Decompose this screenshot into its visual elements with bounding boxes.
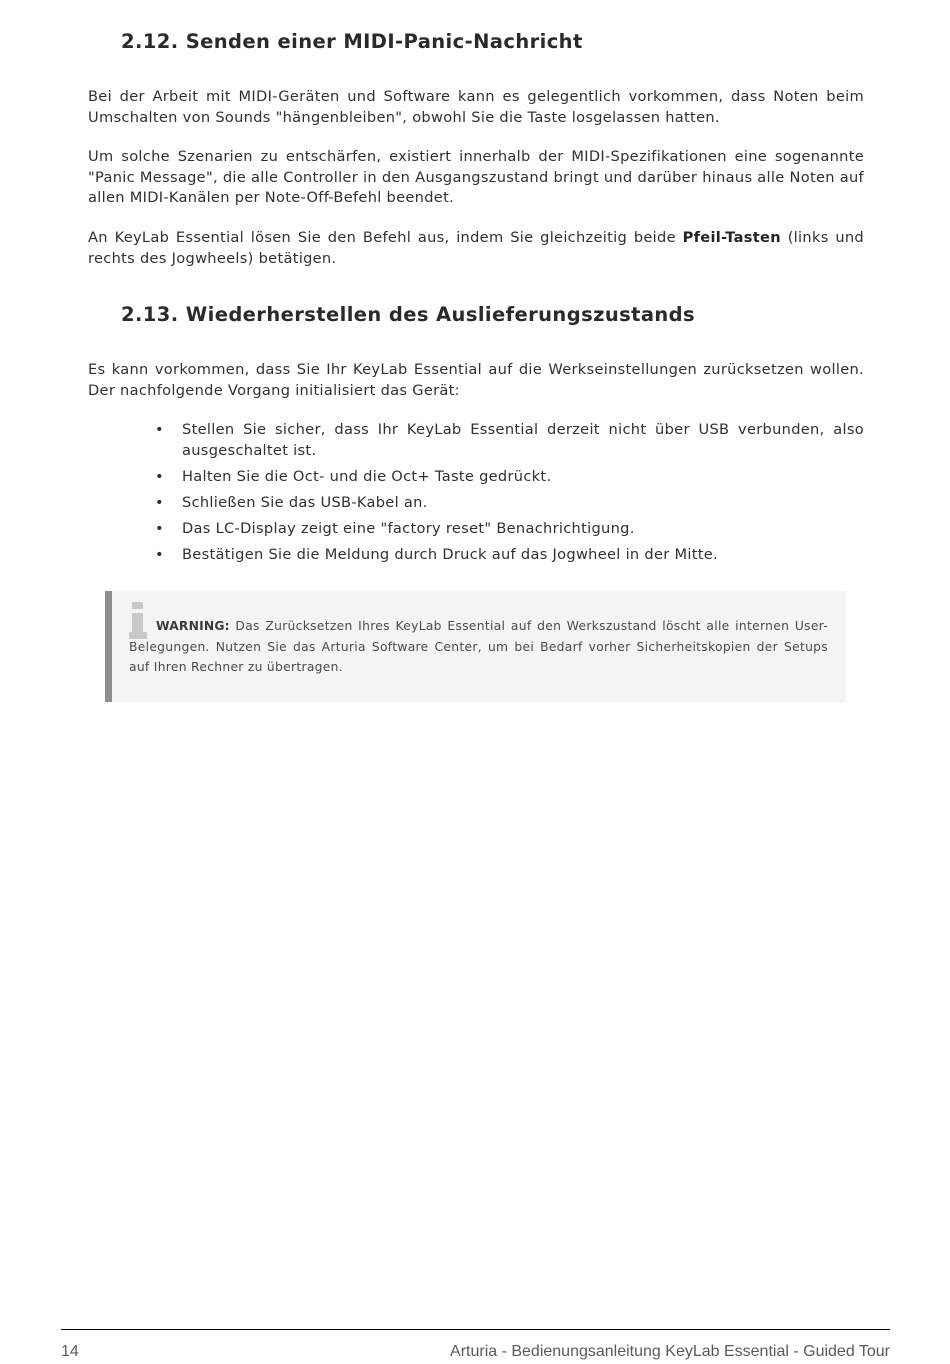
step-text: Halten Sie die Oct- und die Oct+ Taste gedrückt. <box>182 467 552 485</box>
step-text: Das LC-Display zeigt eine "factory reset" Benachrichtigung. <box>182 519 635 537</box>
list-item <box>152 467 864 488</box>
step-text: Stellen Sie sicher, dass Ihr KeyLab Essential derzeit nicht über USB verbunden, also ausgeschaltet ist. <box>182 421 864 459</box>
list-item <box>152 493 864 514</box>
paragraph-panic-trigger-end: (links und rechts des Jogwheels) betätigen. <box>88 229 864 267</box>
paragraph-panic-message: Um solche Szenarien zu entschärfen, existiert innerhalb der MIDI-Spezifikationen eine sogenannte "Panic Message", die alle Controller in den Ausgangszustand bringt und darüber hinaus alle Noten auf allen MIDI-Kanälen per Note-Off-Befehl beendet. <box>88 148 864 206</box>
warning-body: Das Zurücksetzen Ihres KeyLab Essential auf den Werkszustand löscht alle internen User-Belegungen. Nutzen Sie das Arturia Software Center, um bei Bedarf vorher Sicherheitskopien der Setups auf Ihren Rechner zu übertragen. <box>129 619 828 675</box>
warning-label: WARNING: <box>156 619 230 633</box>
bullet-icon: • <box>155 545 164 563</box>
bullet-icon: • <box>155 493 164 511</box>
step-text: Schließen Sie das USB-Kabel an. <box>182 493 428 511</box>
section-heading-2-12: 2.12. Senden einer MIDI-Panic-Nachricht <box>121 30 583 53</box>
page-number: 14 <box>61 1343 79 1360</box>
warning-callout <box>105 591 846 702</box>
pfeil-tasten-bold: Pfeil-Tasten <box>682 229 781 246</box>
footer-divider <box>61 1329 890 1330</box>
list-item <box>152 420 864 461</box>
bullet-icon: • <box>155 519 164 537</box>
warning-accent-bar <box>105 591 112 702</box>
section-heading-2-13: 2.13. Wiederherstellen des Auslieferungszustands <box>121 303 696 326</box>
paragraph-reset-intro: Es kann vorkommen, dass Sie Ihr KeyLab Essential auf die Werkseinstellungen zurücksetzen wollen. Der nachfolgende Vorgang initialisiert das Gerät: <box>88 361 864 399</box>
footer-title: Arturia - Bedienungsanleitung KeyLab Essential - Guided Tour <box>450 1343 890 1360</box>
warning-text <box>129 616 828 678</box>
bullet-icon: • <box>155 421 164 438</box>
paragraph-midi-intro: Bei der Arbeit mit MIDI-Geräten und Software kann es gelegentlich vorkommen, dass Noten beim Umschalten von Sounds "hängenbleiben", obwohl Sie die Taste losgelassen hatten. <box>88 88 864 126</box>
list-item <box>152 545 864 566</box>
paragraph-panic-trigger <box>88 228 864 269</box>
reset-steps-list <box>152 420 864 571</box>
step-text: Bestätigen Sie die Meldung durch Druck auf das Jogwheel in der Mitte. <box>182 545 719 563</box>
bullet-icon: • <box>155 467 164 485</box>
list-item <box>152 519 864 540</box>
paragraph-panic-trigger-start: An KeyLab Essential lösen Sie den Befehl aus, indem Sie gleichzeitig beide <box>88 229 683 246</box>
